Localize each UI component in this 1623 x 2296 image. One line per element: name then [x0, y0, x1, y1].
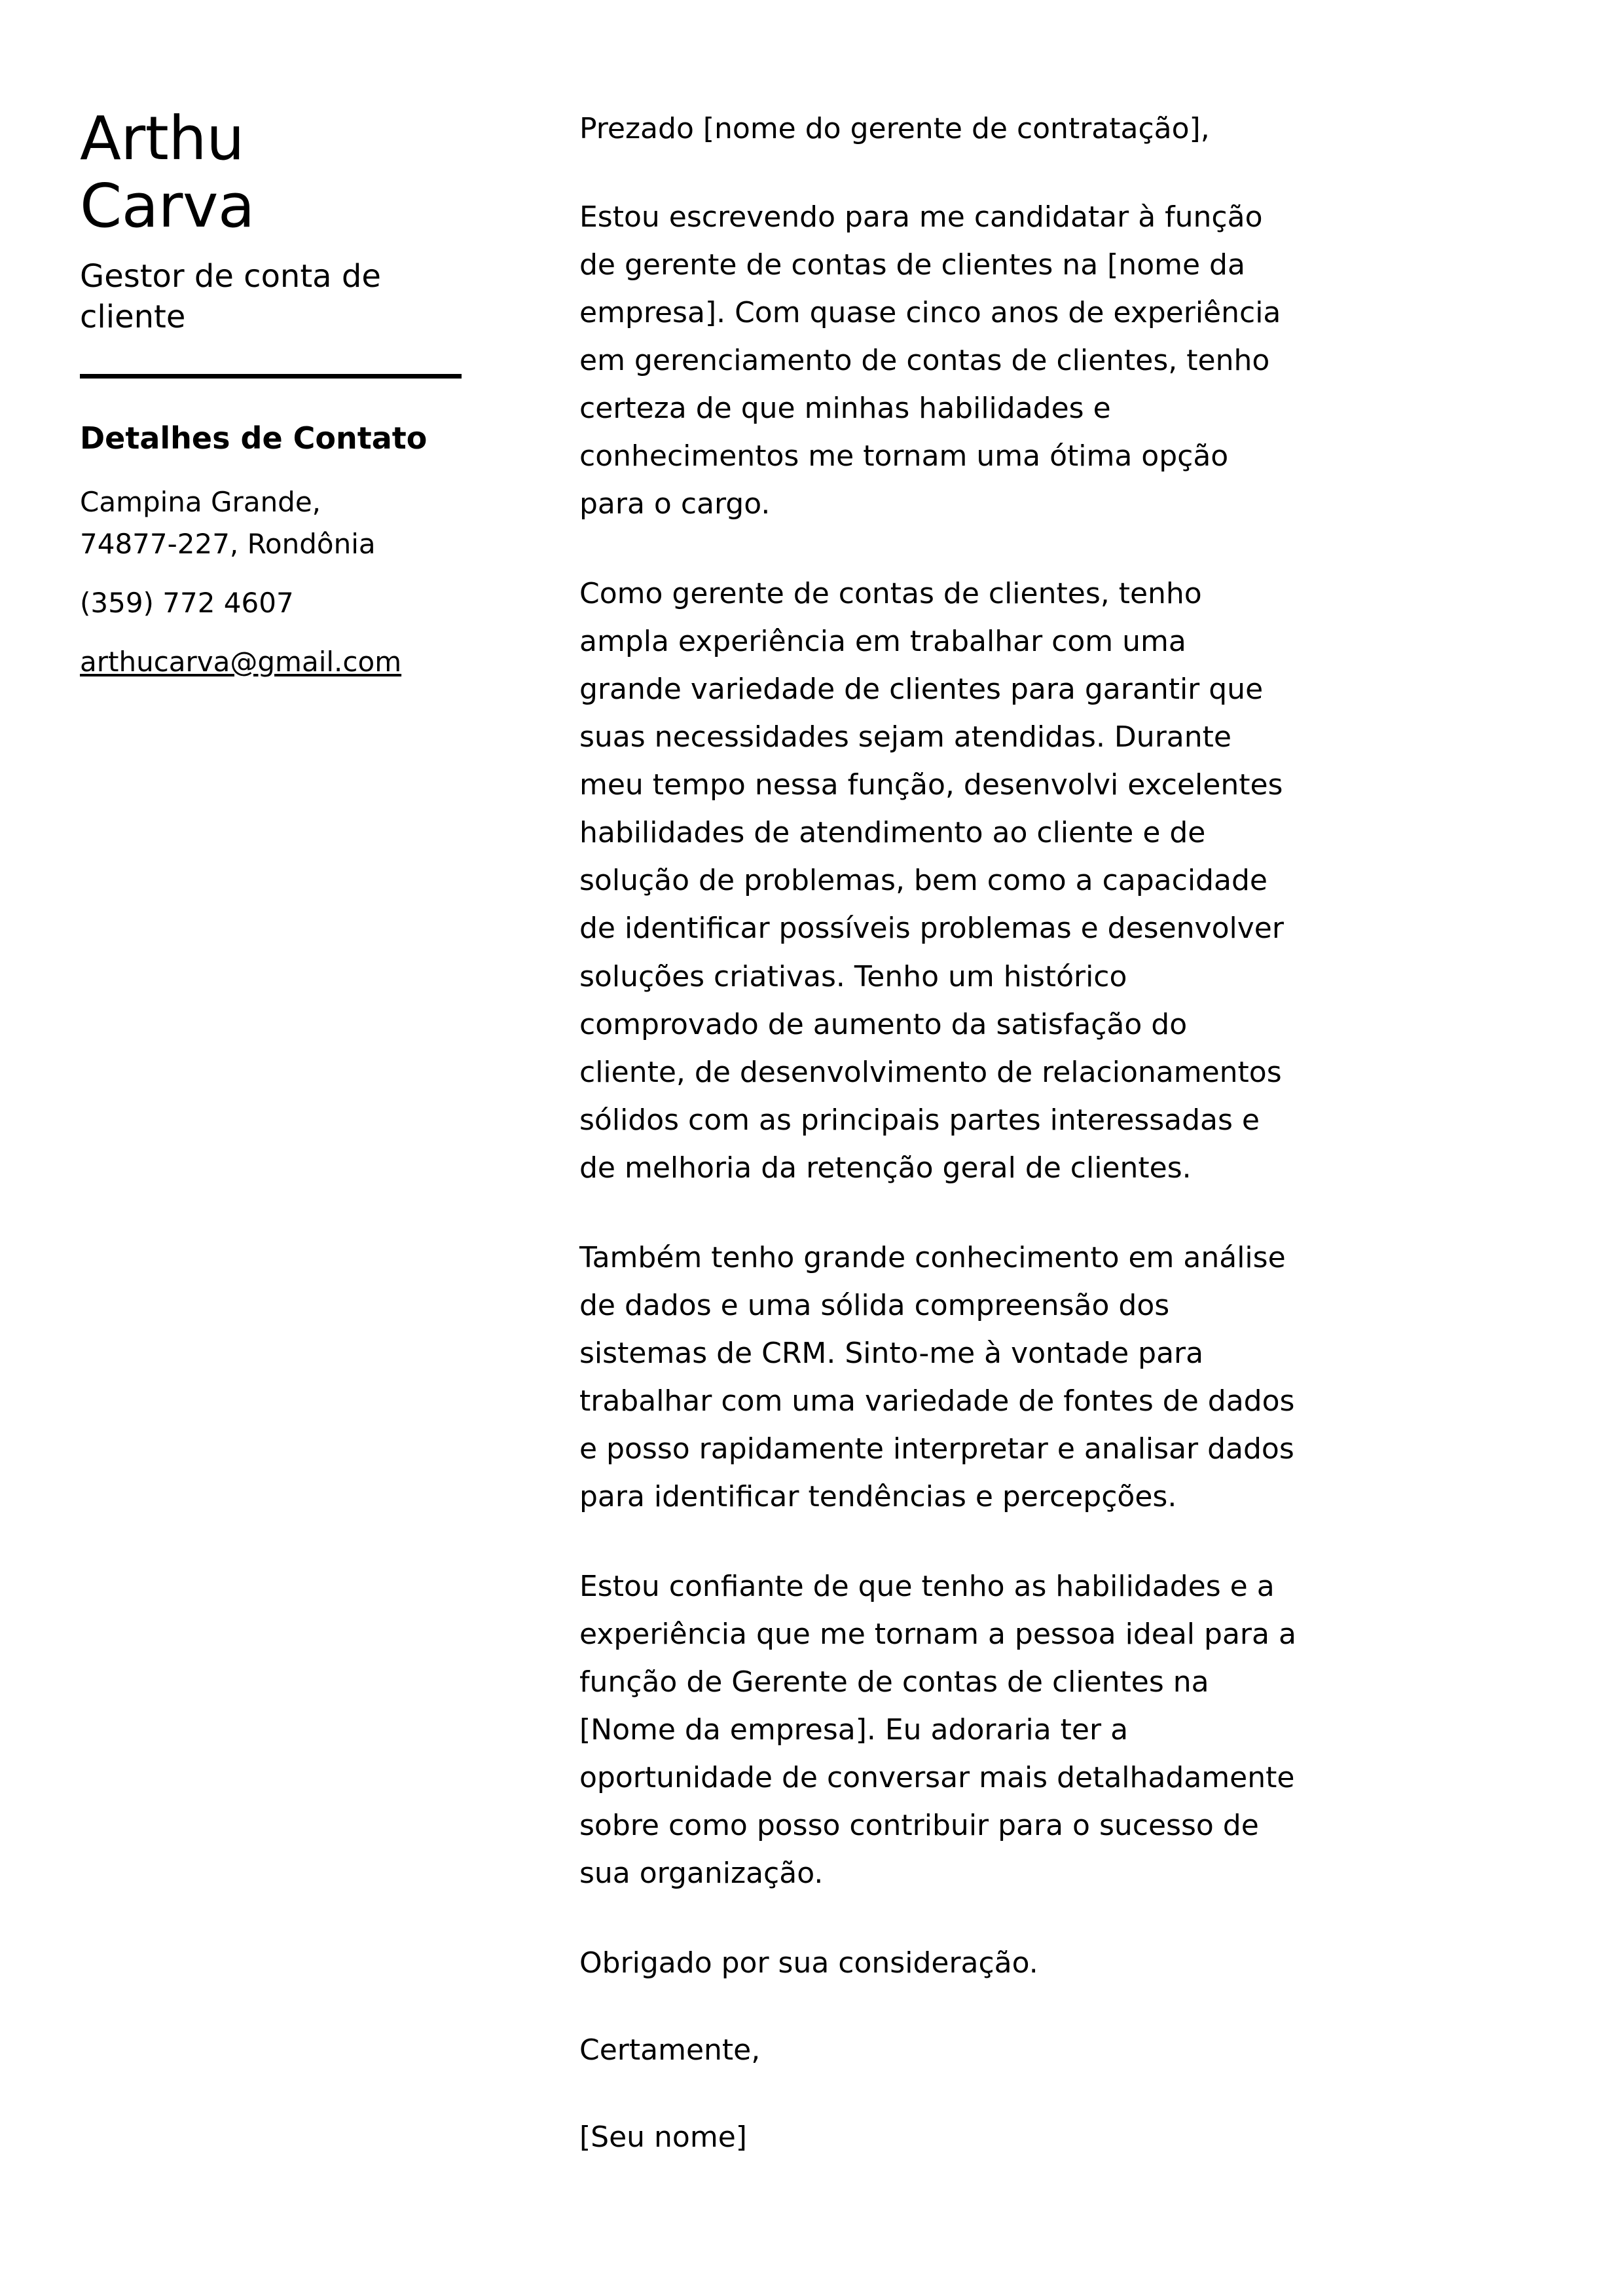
letter-signature: [Seu nome] — [579, 2120, 747, 2155]
contact-address: Campina Grande, 74877-227, Rondônia — [80, 486, 376, 561]
candidate-name — [80, 105, 458, 240]
letter-paragraph-2: Como gerente de contas de clientes, tenho ampla experiência em trabalhar com uma grande variedade de clientes para garantir que suas necessidades sejam atendidas. Durante meu tempo nessa função, desenvolvi excelentes habilidades de atendimento ao cliente e de solução de problemas, bem como a capacidade de identificar possíveis problemas e desenvolver soluções criativas. Tenho um histórico comprovado de aumento da satisfação do cliente, de desenvolvimento de relacionamentos sólidos com as principais partes interessadas e de melhoria da retenção geral de clientes. — [579, 577, 1284, 1185]
letter-salutation: Prezado [nome do gerente de contratação], — [579, 112, 1210, 145]
contact-phone[interactable]: (359) 772 4607 — [80, 586, 294, 619]
job-title: Gestor de conta de cliente — [80, 258, 381, 335]
letter-paragraph-3: Também tenho grande conhecimento em análise de dados e uma sólida compreensão dos sistemas de CRM. Sinto-me à vontade para trabalhar com uma variedade de fontes de dados e posso rapidamente interpretar e analisar dados para identificar tendências e percepções. — [579, 1240, 1295, 1513]
sidebar-divider — [80, 374, 462, 379]
contact-email-link[interactable]: arthucarva@gmail.com — [80, 645, 402, 678]
letter-body — [498, 105, 1421, 2161]
letter-paragraph-1: Estou escrevendo para me candidatar à função de gerente de contas de clientes na [nome da empresa]. Com quase cinco anos de experiência em gerenciamento de contas de clientes, tenho certeza de que minhas habilidades e conhecimentos me tornam uma ótima opção para o cargo. — [579, 200, 1281, 521]
candidate-first-name: Arthu — [80, 103, 244, 174]
sidebar — [0, 105, 498, 700]
contact-details-heading: Detalhes de Contato — [80, 420, 428, 456]
letter-closing: Certamente, — [579, 2033, 761, 2067]
contact-details-list — [80, 481, 458, 682]
letter-thanks: Obrigado por sua consideração. — [579, 1946, 1038, 1980]
candidate-last-name: Carva — [80, 171, 255, 242]
letter-paragraph-4: Estou confiante de que tenho as habilidades e a experiência que me tornam a pessoa ideal para a função de Gerente de contas de clientes na [Nome da empresa]. Eu adoraria ter a oportunidade de conversar mais detalhadamente sobre como posso contribuir para o sucesso de sua organização. — [579, 1569, 1296, 1891]
